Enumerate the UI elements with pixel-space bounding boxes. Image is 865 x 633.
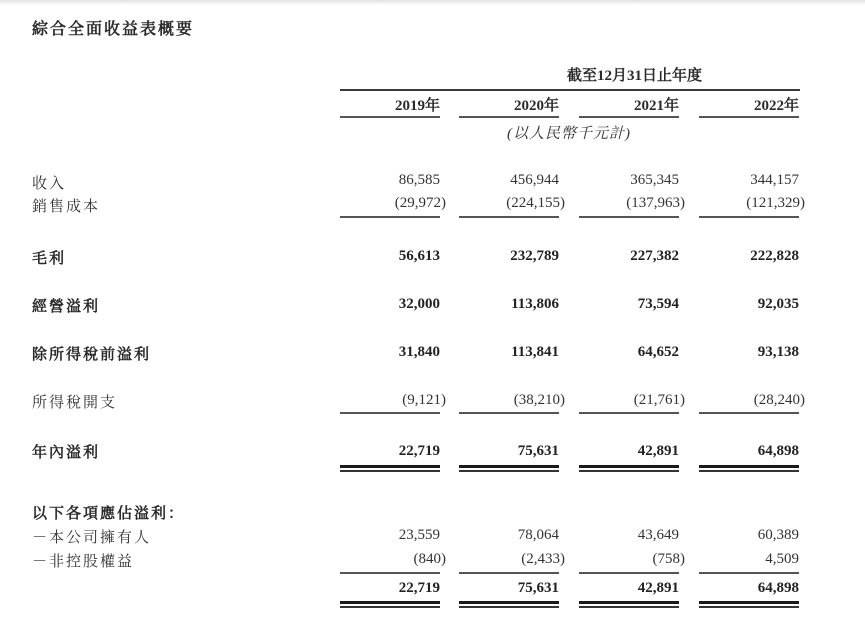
column-header-rule	[459, 116, 559, 118]
top-shadow-bar	[0, 0, 865, 5]
cell-owners-2019: 23,559	[398, 527, 440, 543]
subtotal-rule	[699, 572, 799, 574]
period-header-rule	[340, 89, 800, 91]
cell-cost-of-sales-2022: (121,329)	[746, 195, 805, 211]
cell-operating-profit-2022: 92,035	[757, 296, 799, 312]
total-double-rule	[699, 601, 799, 608]
cell-owners-2022: 60,389	[757, 527, 799, 543]
cell-profit-before-tax-2021: 64,652	[637, 344, 679, 360]
cell-revenue-2022: 344,157	[750, 172, 799, 188]
cell-gross-profit-2021: 227,382	[630, 248, 679, 264]
subtotal-rule	[579, 216, 679, 218]
subtotal-rule	[340, 572, 440, 574]
subtotal-rule	[340, 412, 440, 414]
cell-profit-before-tax-2022: 93,138	[757, 344, 799, 360]
total-double-rule	[579, 465, 679, 472]
period-header-text: 截至12月31日止年度	[566, 68, 702, 84]
unit-note: (以人民幣千元計)	[507, 126, 631, 142]
total-double-rule	[579, 601, 679, 608]
cell-profit-for-year-2021: 42,891	[637, 443, 679, 459]
column-header-2020: 2020年	[513, 98, 559, 114]
total-double-rule	[340, 601, 440, 608]
column-header-rule	[579, 116, 679, 118]
total-double-rule	[459, 465, 559, 472]
row-label-gross-profit: 毛利	[32, 251, 67, 267]
subtotal-rule	[579, 572, 679, 574]
cell-nci-2021: (758)	[652, 551, 685, 567]
total-double-rule	[699, 465, 799, 472]
cell-cost-of-sales-2021: (137,963)	[626, 195, 685, 211]
period-header	[340, 64, 799, 85]
row-label-nci: －非控股權益	[32, 554, 135, 570]
cell-nci-2019: (840)	[413, 551, 446, 567]
cell-operating-profit-2019: 32,000	[398, 296, 440, 312]
cell-income-tax-2022: (28,240)	[753, 392, 805, 408]
cell-gross-profit-2020: 232,789	[510, 248, 559, 264]
column-header-rule	[699, 116, 799, 118]
cell-gross-profit-2019: 56,613	[398, 248, 440, 264]
page-title: 綜合全面收益表概要	[32, 21, 195, 38]
total-double-rule	[459, 601, 559, 608]
row-label-revenue: 收入	[32, 176, 67, 192]
cell-nci-2020: (2,433)	[521, 551, 565, 567]
column-header-2021: 2021年	[633, 98, 679, 114]
cell-owners-2020: 78,064	[517, 527, 559, 543]
column-header-2019: 2019年	[394, 98, 440, 114]
cell-profit-for-year-2020: 75,631	[517, 443, 559, 459]
cell-revenue-2020: 456,944	[510, 172, 559, 188]
cell-operating-profit-2021: 73,594	[637, 296, 679, 312]
total-double-rule	[340, 465, 440, 472]
cell-attributable-total-2020: 75,631	[517, 580, 559, 596]
cell-gross-profit-2022: 222,828	[750, 248, 799, 264]
row-label-cost-of-sales: 銷售成本	[32, 199, 101, 215]
subtotal-rule	[340, 216, 440, 218]
row-label-income-tax: 所得稅開支	[32, 395, 118, 411]
subtotal-rule	[459, 412, 559, 414]
column-header-rule	[340, 116, 440, 118]
column-header-2022: 2022年	[753, 98, 799, 114]
cell-operating-profit-2020: 113,806	[511, 296, 559, 312]
subtotal-rule	[699, 412, 799, 414]
cell-profit-before-tax-2020: 113,841	[511, 344, 559, 360]
cell-profit-before-tax-2019: 31,840	[398, 344, 440, 360]
row-label-profit-for-year: 年內溢利	[32, 445, 101, 461]
subtotal-rule	[699, 216, 799, 218]
cell-revenue-2019: 86,585	[398, 172, 440, 188]
subtotal-rule	[459, 216, 559, 218]
row-label-profit-before-tax: 除所得稅前溢利	[32, 347, 152, 363]
cell-attributable-total-2019: 22,719	[398, 580, 440, 596]
subtotal-rule	[579, 412, 679, 414]
cell-revenue-2021: 365,345	[630, 172, 679, 188]
cell-income-tax-2020: (38,210)	[513, 392, 565, 408]
cell-attributable-total-2021: 42,891	[637, 580, 679, 596]
cell-income-tax-2021: (21,761)	[633, 392, 685, 408]
cell-profit-for-year-2019: 22,719	[398, 443, 440, 459]
cell-attributable-total-2022: 64,898	[757, 580, 799, 596]
cell-profit-for-year-2022: 64,898	[757, 443, 799, 459]
cell-cost-of-sales-2019: (29,972)	[394, 195, 446, 211]
cell-owners-2021: 43,649	[637, 527, 679, 543]
cell-income-tax-2019: (9,121)	[402, 392, 446, 408]
row-label-operating-profit: 經營溢利	[32, 299, 101, 315]
row-label-owners: －本公司擁有人	[32, 530, 152, 546]
subtotal-rule	[459, 572, 559, 574]
cell-cost-of-sales-2020: (224,155)	[506, 195, 565, 211]
cell-nci-2022: 4,509	[765, 551, 799, 567]
row-label-attributable-header: 以下各項應佔溢利：	[32, 506, 186, 522]
